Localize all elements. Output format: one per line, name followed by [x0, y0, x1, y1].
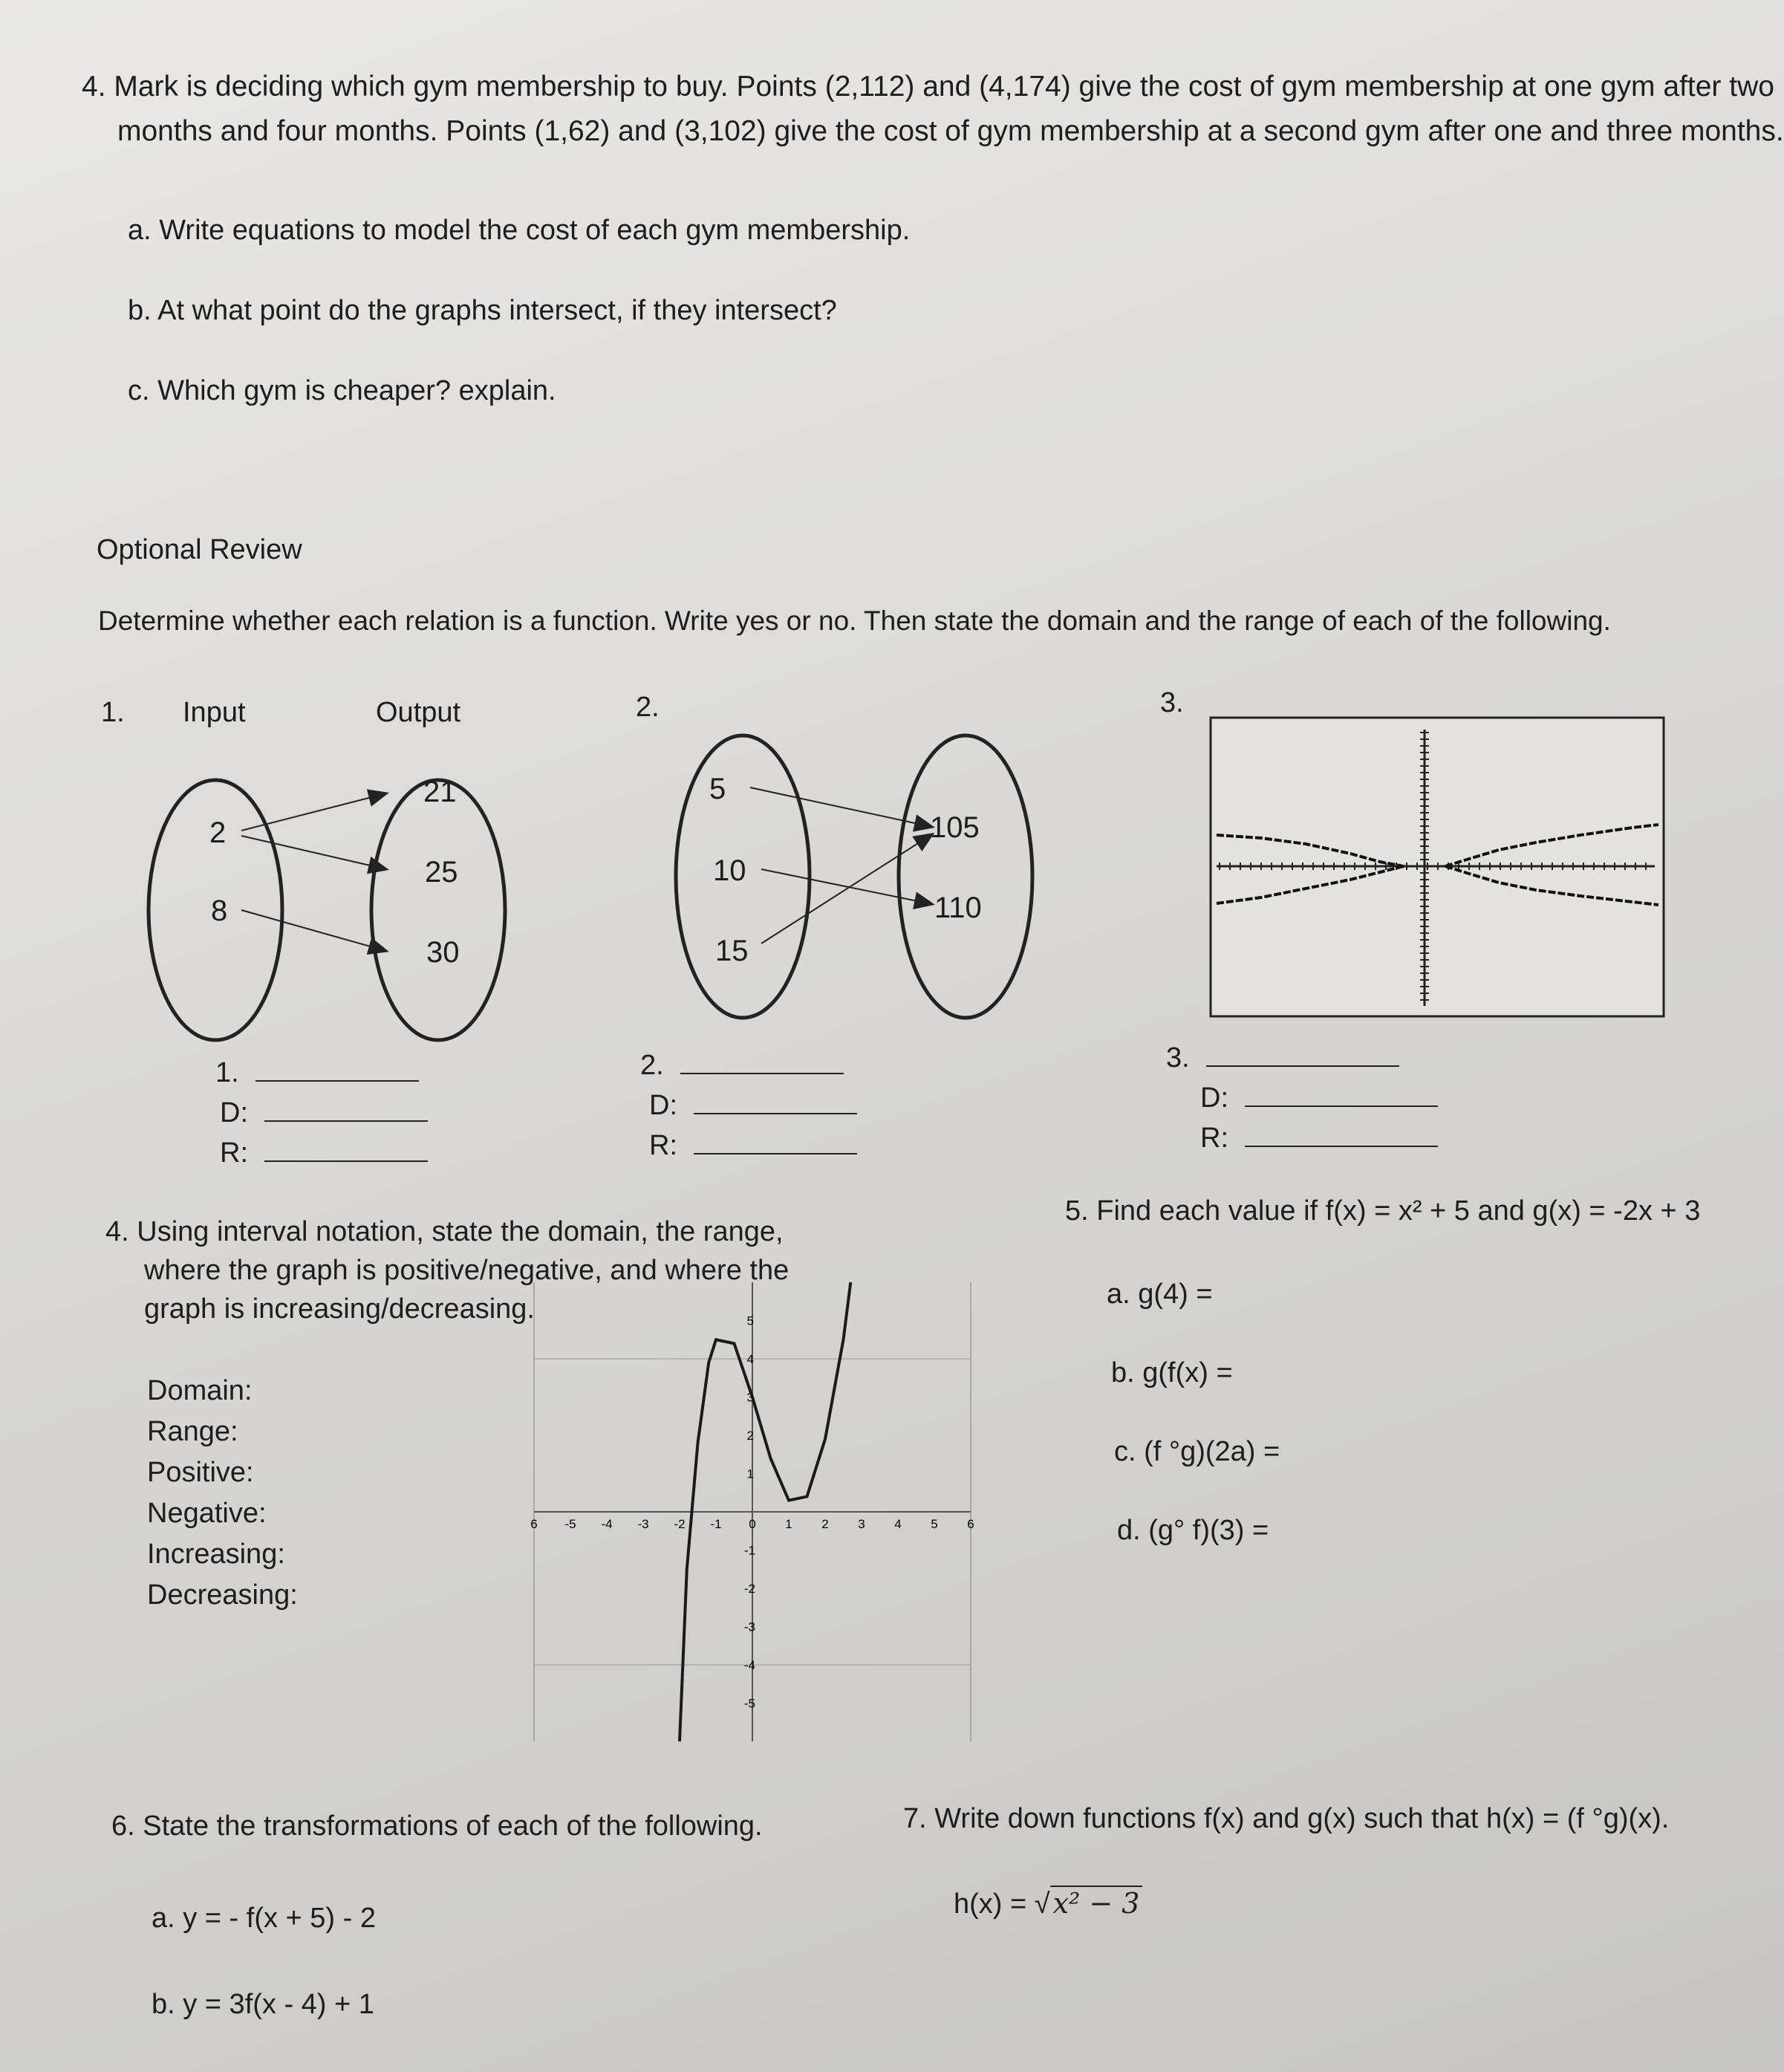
function-graph-4 — [530, 1285, 995, 1731]
q4-part-c: c. Which gym is cheaper? explain. — [128, 375, 556, 406]
q4b-negative-label: Negative: — [147, 1498, 267, 1529]
q5-title: 5. Find each value if f(x) = x² + 5 and g(x) = -2x + 3 — [1065, 1195, 1701, 1227]
p2-number: 2. — [636, 692, 660, 723]
ans3-number: 3. — [1166, 1040, 1399, 1076]
ans2-domain: D: — [649, 1088, 857, 1124]
x-tick-label: 5 — [931, 1517, 938, 1531]
x-tick-label: 6 — [967, 1517, 974, 1531]
q6-title: 6. State the transformations of each of the following. — [111, 1810, 763, 1842]
arrow-2-21 — [241, 793, 386, 831]
ans1-domain-blank[interactable] — [264, 1116, 428, 1122]
p1-output-21: 21 — [423, 776, 457, 808]
axes — [534, 1282, 971, 1741]
q5-part-c: c. (f °g)(2a) = — [1114, 1436, 1280, 1467]
q6-part-b: b. y = 3f(x - 4) + 1 — [152, 1989, 374, 2020]
q4b-increasing-label: Increasing: — [147, 1539, 285, 1570]
arrow-2-25 — [241, 836, 386, 869]
q4b-range-label: Range: — [147, 1416, 238, 1447]
ans1-range: R: — [220, 1135, 428, 1172]
q4b-line3: graph is increasing/decreasing. — [144, 1293, 535, 1325]
p2-output-110: 110 — [934, 892, 982, 924]
sqrt-expression: √ x² − 3 — [1035, 1886, 1143, 1923]
arrow-10-110 — [761, 869, 932, 904]
q4-part-a: a. Write equations to model the cost of each gym membership. — [128, 215, 911, 246]
y-tick-label: 1 — [746, 1467, 754, 1481]
y-tick-label: -1 — [743, 1543, 755, 1558]
p1-input-2: 2 — [209, 816, 227, 849]
ans1-range-blank[interactable] — [264, 1156, 428, 1162]
optional-review-heading: Optional Review — [97, 534, 302, 565]
p1-output-label: Output — [376, 697, 461, 728]
p1-output-25: 25 — [425, 856, 458, 889]
ans1-domain: D: — [220, 1095, 428, 1131]
q4-line1 — [82, 68, 1774, 106]
p1-number: 1. — [101, 697, 125, 728]
x-tick-label: 0 — [749, 1517, 756, 1531]
q4b-line1: 4. Using interval notation, state the domain, the range, — [105, 1216, 784, 1247]
q4b-line2: where the graph is positive/negative, and where the — [144, 1255, 790, 1286]
y-tick-label: 5 — [746, 1313, 754, 1328]
y-tick-label: -3 — [743, 1620, 755, 1634]
p2-input-5: 5 — [709, 773, 726, 805]
ans3-range-blank[interactable] — [1245, 1141, 1438, 1147]
q4-line2: months and four months. Points (1,62) and (3,102) give the cost of gym membership at a second gym after one and three months. — [117, 115, 1784, 147]
ans2-domain-blank[interactable] — [694, 1108, 857, 1114]
q5-part-a: a. g(4) = — [1107, 1279, 1213, 1310]
x-tick-label: -4 — [601, 1517, 613, 1531]
y-tick-label: -4 — [743, 1658, 755, 1672]
y-tick-label: 3 — [746, 1390, 754, 1405]
q7-h-function — [954, 1886, 1142, 1923]
arrow-15-105 — [761, 834, 932, 944]
ans2-blank[interactable] — [680, 1068, 844, 1074]
q4-number: 4. — [82, 71, 106, 103]
x-tick-label: -5 — [564, 1517, 576, 1531]
ans2-range: R: — [649, 1128, 857, 1164]
ans3-domain-blank[interactable] — [1245, 1101, 1438, 1107]
y-tick-label: -2 — [743, 1582, 755, 1596]
p1-input-label: Input — [183, 697, 246, 728]
x-tick-label: -1 — [710, 1517, 722, 1531]
arrow-8-30 — [241, 910, 386, 951]
ans3-domain: D: — [1200, 1080, 1438, 1117]
q5-part-b: b. g(f(x) = — [1111, 1357, 1233, 1389]
ans1-blank[interactable] — [255, 1076, 419, 1082]
x-tick-label: 2 — [821, 1517, 829, 1531]
ans1-number: 1. — [215, 1055, 419, 1091]
x-tick-label: -3 — [637, 1517, 649, 1531]
ans3-range: R: — [1200, 1120, 1438, 1157]
q5-part-d: d. (g° f)(3) = — [1117, 1515, 1269, 1546]
output-oval — [899, 735, 1032, 1018]
ans3-blank[interactable] — [1206, 1061, 1399, 1067]
p2-input-10: 10 — [713, 854, 746, 887]
p1-output-30: 30 — [426, 936, 460, 969]
q4b-decreasing-label: Decreasing: — [147, 1579, 298, 1611]
arrow-5-105 — [750, 787, 932, 827]
p1-input-8: 8 — [211, 894, 228, 927]
x-tick-label: 1 — [785, 1517, 792, 1531]
x-tick-label: 6 — [530, 1517, 538, 1531]
q7-title: 7. Write down functions f(x) and g(x) such that h(x) = (f °g)(x). — [903, 1803, 1670, 1834]
q4-text-line1: Mark is deciding which gym membership to buy. Points (2,112) and (4,174) give the cost of gym membership at one gym after two — [114, 71, 1774, 103]
ans2-range-blank[interactable] — [694, 1149, 857, 1154]
q6-part-a: a. y = - f(x + 5) - 2 — [152, 1903, 376, 1934]
mapping-diagram-1 — [141, 743, 527, 1040]
q4b-domain-label: Domain: — [147, 1375, 253, 1406]
calculator-graph-3 — [1209, 716, 1666, 1019]
instructions: Determine whether each relation is a function. Write yes or no. Then state the domain and the range of each of the following. — [98, 605, 1611, 636]
q4-part-b: b. At what point do the graphs intersect, if they intersect? — [128, 295, 837, 326]
q4b-positive-label: Positive: — [147, 1457, 254, 1488]
x-tick-label: 4 — [894, 1517, 902, 1531]
p2-output-105: 105 — [930, 811, 980, 844]
y-tick-label: 2 — [746, 1429, 754, 1443]
output-oval — [371, 780, 505, 1040]
y-tick-label: -5 — [743, 1696, 755, 1711]
radicand: x² − 3 — [1050, 1886, 1143, 1920]
ans2-number: 2. — [640, 1048, 844, 1084]
p3-number: 3. — [1160, 687, 1184, 718]
y-tick-label: 4 — [746, 1352, 754, 1366]
x-tick-label: 3 — [858, 1517, 865, 1531]
h-prefix: h(x) = — [954, 1888, 1035, 1920]
x-tick-label: -2 — [674, 1517, 686, 1531]
p2-input-15: 15 — [715, 935, 749, 967]
